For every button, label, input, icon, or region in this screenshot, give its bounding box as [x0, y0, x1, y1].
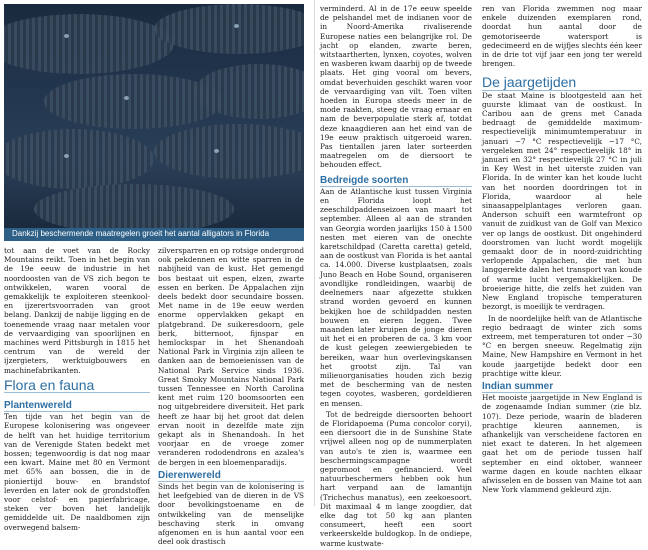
column-3 — [320, 4, 472, 550]
paragraph: Het mooiste jaargetijde in New England is de zogenaamde Indian summer (zie blz. 107). Deze periode, waarin de bladeren prachtige kleuren aannemen, is afhankelijk van verscheidene factoren en niet exact te dateren. In het algemeen gaat het om de periode tussen half september en eind oktober, wanneer warme dagen en koude nachten elkaar afwisselen en de bossen van Maine tot aan New York vlammend gekleurd zijn. — [482, 393, 642, 495]
subheading-indian-summer: Indian summer — [482, 382, 642, 393]
paragraph: Ten tijde van het begin van de Europese kolonisering was ongeveer de helft van het huidige territorium van de Verenigde Staten bedekt met bossen; tegenwoordig is dat nog maar een kwart. Maine met 80 en Vermont met 65% aan bossen, die in de pioniertijd bouw- en brandstof leverden en later ook de grondstoffen voor celstof- en papierfabricage, steken ver boven het landelijk gemiddelde uit. De naaldbomen zijn overwegend balsem- — [4, 412, 150, 532]
eye-icon — [234, 24, 239, 28]
column-2 — [158, 246, 304, 549]
paragraph: tot aan de voet van de Rocky Mountains reikt. Toen in het begin van de 19e eeuw de industrie in het noordoosten van de VS zich begon te ontwikkelen, waren vooral de gemakkelijk te exploiteren steenkool- en ijzerertsvoorraden van groot belang. Dankzij de nabije ligging en de toenemende vraag naar metalen voor de vervaardiging van spoorlijnen en machines werd Pittsburgh in 1815 het centrum van de wereld der ijzergieters, werktuigbouwers en machinefabrikanten. — [4, 246, 150, 375]
subheading-dierenwereld: Dierenwereld — [158, 471, 304, 482]
alligator-photo — [4, 4, 304, 228]
subheading-plantenwereld: Plantenwereld — [4, 401, 150, 412]
section-title-jaargetijden: De jaargetijden — [482, 78, 642, 90]
eye-icon — [64, 34, 69, 38]
subheading-bedreigde-soorten: Bedreigde soorten — [320, 176, 472, 187]
alligator-shape — [154, 124, 304, 179]
column-4 — [482, 4, 642, 496]
paragraph: zilversparren en op rotsige ondergrond ook pekdennen en witte sparren in de nabijheid van de kust. Het gemengd bos bestaat uit espen, elzen, zwarte essen en berken. De Appalachen zijn deels bedekt door secundaire bossen. Met name in de 19e eeuw werden enorme oppervlakken gekapt en platgebrand. De suikeresdoorn, gele berk, bitternoot, fijnspar en hemlockspar in het Shenandoah National Park in Virginia zijn alleen te danken aan de bemoeienissen van de National Park Service sinds 1936. Great Smoky Mountains National Park tussen Tennessee en North Carolina kent met ruim 120 boomsoorten een nog uitgebreidere diversiteit. Het park heeft ze haar bij het groot dat delen ervan nooit in dezelfde mate zijn gekapt als in Shenandoah. In het voorjaar en de vroege zomer veranderen rododendrons en azalea's de bergen in een bloemenparadijs. — [158, 246, 304, 467]
column-1 — [4, 246, 150, 534]
alligator-shape — [4, 129, 154, 189]
alligator-shape — [154, 4, 304, 54]
eye-icon — [64, 154, 69, 158]
photo-caption-bar — [4, 228, 304, 241]
paragraph: De staat Maine is blootgesteld aan het guurste klimaat van de oostkust. In Caribou aan de grens met Canada bedraagt de gemiddelde maximum-respectievelijk minimumtemperatuur in januari −7 °C respectievelijk −17 °C, vergeleken met 24° respectievelijk 18° in januari en 32° respectievelijk 27 °C in juli in Key West in het uiterste zuiden van Florida. In de winter kan het koude lucht van het noorden doordringen tot in Florida, waardoor al hele sinaasappelplantages verloren gaan. Anderson schuift een warmtefront op vanuit de zuidkust van de Golf van Mexico ver op langs de oostkust. Dit ongehinderd doorstromen van lucht wordt mogelijk gemaakt door de in noord-zuidrichting verlopende Appalachen, die met hun langgerekte dalen het transport van koude of warme lucht vergemakkelijken. De broeierige hitte, die zelfs het zuiden van New England tropische temperaturen bezorgt, is moeilijk te verdragen. — [482, 90, 642, 312]
column-divider — [314, 0, 315, 506]
paragraph: verminderd. Al in de 17e eeuw speelde de pelshandel met de indianen voor de in Noord-Amerika rivaliserende Europese naties een belangrijke rol. De jacht op elanden, zwarte beren, witstaartherten, lynxen, coyotes, wolven en wasberen kwam daarbij op de tweede plaats. Het ging vooral om bevers, omdat beverhuiden geschikt waren voor de vervaardiging van vilt. Toen vilten hoeden in Europa steeds meer in de mode raakten, steeg de vraag ernaar en nam de beverpopulatie sterk af, totdat deze knaagdieren aan het eind van de 19e eeuw praktisch uitgeroeid waren. Pas tientallen jaren later sorteerden maatregelen om de diersoort te behouden effect. — [320, 4, 472, 170]
paragraph: Aan de Atlantische kust tussen Virginia en Florida loopt het zeeschildpaddenseizoen van maart tot september. Alleen al aan de stranden van Georgia worden jaarlijks 150 à 1500 nesten met eieren van de onechte karetschildpad (Caretta caretta) geteld, aan de oostkust van Florida is het aantal ca. 14.000. Diverse kustplaatsen, zoals Juno Beach en Hobe Sound, organiseren avondlijke rondleidingen, waarbij de deelnemers naar afgezette stukken strand worden gevoerd en kunnen bekijken hoe de schildpadden nesten bouwen en eieren leggen. Twee maanden later kruipen de jonge dieren uit het ei en proberen de ca. 3 km voor de kust gelegen zeewiergebieden te bereiken, waar hun overlevingskansen het grootst zijn. Tal van milieuorganisaties houden zich bezig met de bescherming van de nesten tegen coyotes, wasberen, gordeldieren en mensen. — [320, 186, 472, 408]
eye-icon — [214, 149, 219, 153]
paragraph: In de noordelijke helft van de Atlantische regio bedraagt de winter zich soms extreem, met temperaturen tot onder −30 °C en bergen sneeuw. Regelmatig zijn Maine, New Hampshire en Vermont in het koude jaargetijde bedekt door een prachtige witte kleur. — [482, 313, 642, 378]
paragraph: Sinds het begin van de kolonisering is het leefgebied van de dieren in de VS door bevolkingstoename en de ontwikkeling van de menselijke beschaving sterk in omvang afgenomen en is hun aantal voor een deel ook drastisch — [158, 482, 304, 547]
photo-caption: Dankzij beschermende maatregelen groeit het aantal alligators in Florida — [12, 229, 270, 238]
eye-icon — [124, 96, 129, 100]
alligator-shape — [4, 14, 174, 74]
paragraph: Tot de bedreigde diersoorten behoort de Floridapoema (Puma concolor coryi), een diersoort die in de Sunshine State vrijwel alleen nog op de nummerplaten van auto's te zien is, waarmee een beschermingscampagne wordt gepromoot en gefinancierd. Veel natuurbeschermers hebben ook hun hart verpand aan de lamantijn (Trichechus manatus), een zeekoesoort. Dit maximaal 4 m lange zoogdier, dat elke dag tot 50 kg aan planten consumeert, heeft een soort verkeerskelde buldogkop. In de ondiepe, warme kustwate- — [320, 409, 472, 548]
alligator-shape — [34, 184, 234, 228]
section-title-flora-fauna: Flora en fauna — [4, 381, 150, 393]
paragraph: ren van Florida zwemmen nog maar enkele duizenden exemplaren rond, doordat hun aantal door de gemotoriseerde watersport is gedecimeerd en de wijfjes slechts één keer in de drie tot vijf jaar een jong ter wereld brengen. — [482, 4, 642, 69]
